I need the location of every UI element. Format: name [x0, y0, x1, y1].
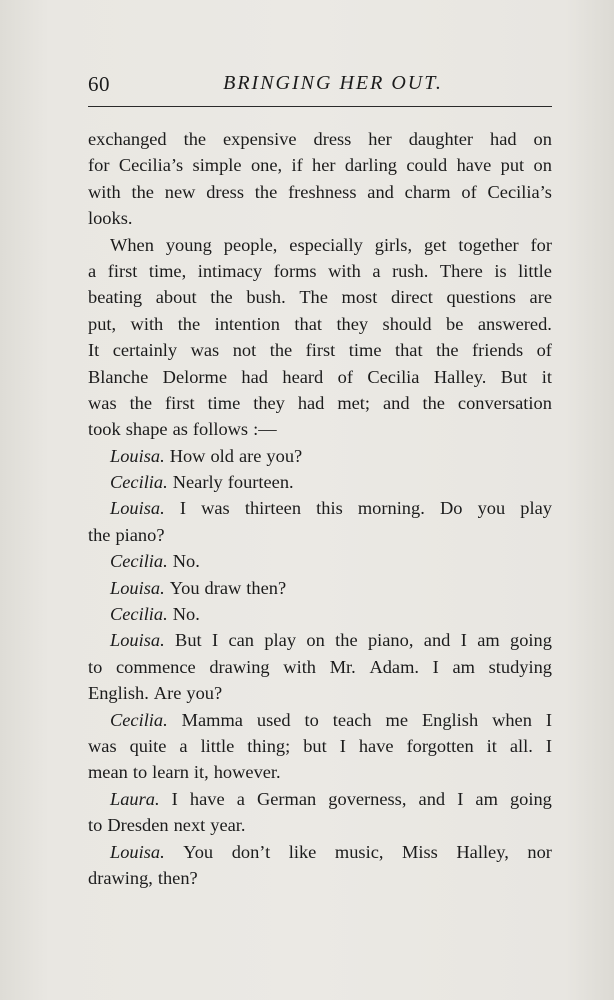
speaker-name: Louisa. — [110, 841, 165, 862]
text-line: mean to learn it, however. — [88, 762, 281, 783]
running-title: BRINGING HER OUT. — [223, 72, 443, 94]
text-line: to Dresden next year. — [88, 815, 246, 836]
text-line: put, with the intention that they should be answered. — [88, 313, 552, 334]
text-line: Laura. I have a German governess, and I am going — [88, 786, 552, 812]
page-number: 60 — [88, 72, 110, 96]
text-line: Cecilia. No. — [88, 601, 552, 627]
body-text — [88, 126, 552, 891]
page-header — [88, 72, 552, 102]
text-line: When young people, especially girls, get together for — [110, 234, 552, 255]
text-line: Louisa. But I can play on the piano, and I am going — [88, 627, 552, 653]
speaker-name: Laura. — [110, 788, 160, 809]
text-line: Louisa. How old are you? — [88, 443, 552, 469]
text-line: the piano? — [88, 524, 165, 545]
speaker-name: Louisa. — [110, 630, 165, 651]
text-line: a first time, intimacy forms with a rush. There is little — [88, 260, 552, 281]
speaker-name: Cecilia. — [110, 604, 168, 625]
text-line: English. Are you? — [88, 683, 223, 704]
text-line: Cecilia. No. — [88, 548, 552, 574]
text-line: Blanche Delorme had heard of Cecilia Halley. But it — [88, 366, 552, 387]
text-line: to commence drawing with Mr. Adam. I am studying — [88, 656, 552, 677]
speaker-name: Louisa. — [110, 445, 165, 466]
speaker-name: Cecilia. — [110, 709, 168, 730]
speaker-name: Cecilia. — [110, 551, 168, 572]
speaker-name: Louisa. — [110, 577, 165, 598]
text-line: Louisa. I was thirteen this morning. Do you play — [88, 495, 552, 521]
text-line: It certainly was not the first time that the friends of — [88, 340, 552, 361]
text-line: Louisa. You don’t like music, Miss Halley, nor — [88, 839, 552, 865]
text-line: Cecilia. Nearly fourteen. — [88, 469, 552, 495]
text-line: drawing, then? — [88, 867, 198, 888]
text-line: exchanged the expensive dress her daughter had on — [88, 129, 552, 149]
header-rule — [88, 106, 552, 107]
speaker-name: Louisa. — [110, 498, 165, 519]
speaker-name: Cecilia. — [110, 472, 168, 493]
text-line: for Cecilia’s simple one, if her darling could have put on — [88, 155, 552, 176]
text-line: was quite a little thing; but I have forgotten it all. I — [88, 735, 552, 756]
text-line: with the new dress the freshness and charm of Cecilia’s — [88, 181, 552, 202]
text-line: Cecilia. Mamma used to teach me English when I — [88, 707, 552, 733]
text-line: took shape as follows :— — [88, 419, 277, 440]
text-line: beating about the bush. The most direct questions are — [88, 287, 552, 308]
text-line: was the first time they had met; and the conversation — [88, 392, 552, 413]
text-line: Louisa. You draw then? — [88, 575, 552, 601]
text-line: looks. — [88, 208, 133, 229]
